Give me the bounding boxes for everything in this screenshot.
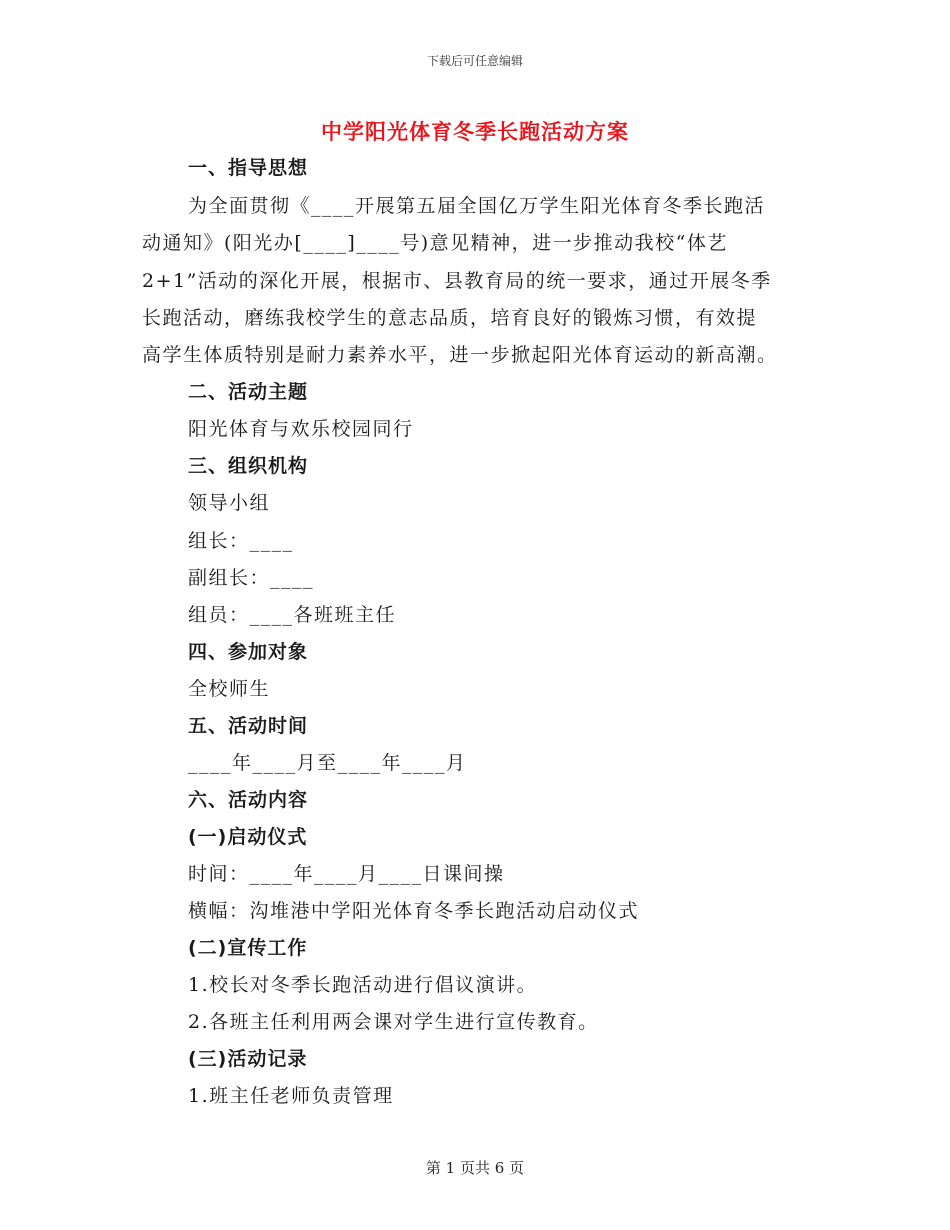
- section-heading-content: 六、活动内容: [188, 789, 309, 811]
- section-heading-theme: 二、活动主题: [188, 381, 309, 403]
- ceremony-banner-line: 横幅：沟堆港中学阳光体育冬季长跑活动启动仪式: [188, 900, 640, 922]
- subheading-publicity: (二)宣传工作: [188, 937, 308, 959]
- paragraph-line: 长跑活动，磨练我校学生的意志品质，培育良好的锻炼习惯，有效提: [142, 307, 758, 329]
- activity-time-text: ____年____月至____年____月: [188, 752, 467, 774]
- publicity-item-1: 1.校长对冬季长跑活动进行倡议演讲。: [188, 974, 538, 996]
- deputy-leader-line: 副组长：____: [188, 567, 315, 589]
- section-heading-organization: 三、组织机构: [188, 455, 309, 477]
- participants-text: 全校师生: [188, 678, 271, 700]
- section-heading-time: 五、活动时间: [188, 715, 309, 737]
- paragraph-line: 动通知》(阳光办[____]____号)意见精神，进一步推动我校“体艺: [142, 232, 728, 254]
- paragraph-line: 为全面贯彻《____开展第五届全国亿万学生阳光体育冬季长跑活: [188, 195, 766, 217]
- page-footer: 第 1 页共 6 页: [425, 1159, 525, 1177]
- publicity-item-2: 2.各班主任利用两会课对学生进行宣传教育。: [188, 1011, 599, 1033]
- section-heading-guiding-thought: 一、指导思想: [188, 157, 309, 179]
- paragraph-line: 高学生体质特别是耐力素养水平，进一步掀起阳光体育运动的新高潮。: [142, 344, 778, 366]
- section-heading-participants: 四、参加对象: [188, 641, 309, 663]
- members-line: 组员：____各班班主任: [188, 604, 397, 626]
- records-item-1: 1.班主任老师负责管理: [188, 1085, 394, 1107]
- subheading-launch-ceremony: (一)启动仪式: [188, 826, 308, 848]
- group-leader-line: 组长：____: [188, 530, 294, 552]
- ceremony-time-line: 时间：____年____月____日课间操: [188, 863, 505, 885]
- theme-text: 阳光体育与欢乐校园同行: [188, 418, 414, 440]
- document-title: 中学阳光体育冬季长跑活动方案: [321, 119, 629, 144]
- leadership-group-label: 领导小组: [188, 492, 271, 514]
- paragraph-line: 2+1”活动的深化开展，根据市、县教育局的统一要求，通过开展冬季: [142, 270, 772, 292]
- subheading-records: (三)活动记录: [188, 1048, 308, 1070]
- header-note: 下载后可任意编辑: [426, 54, 523, 68]
